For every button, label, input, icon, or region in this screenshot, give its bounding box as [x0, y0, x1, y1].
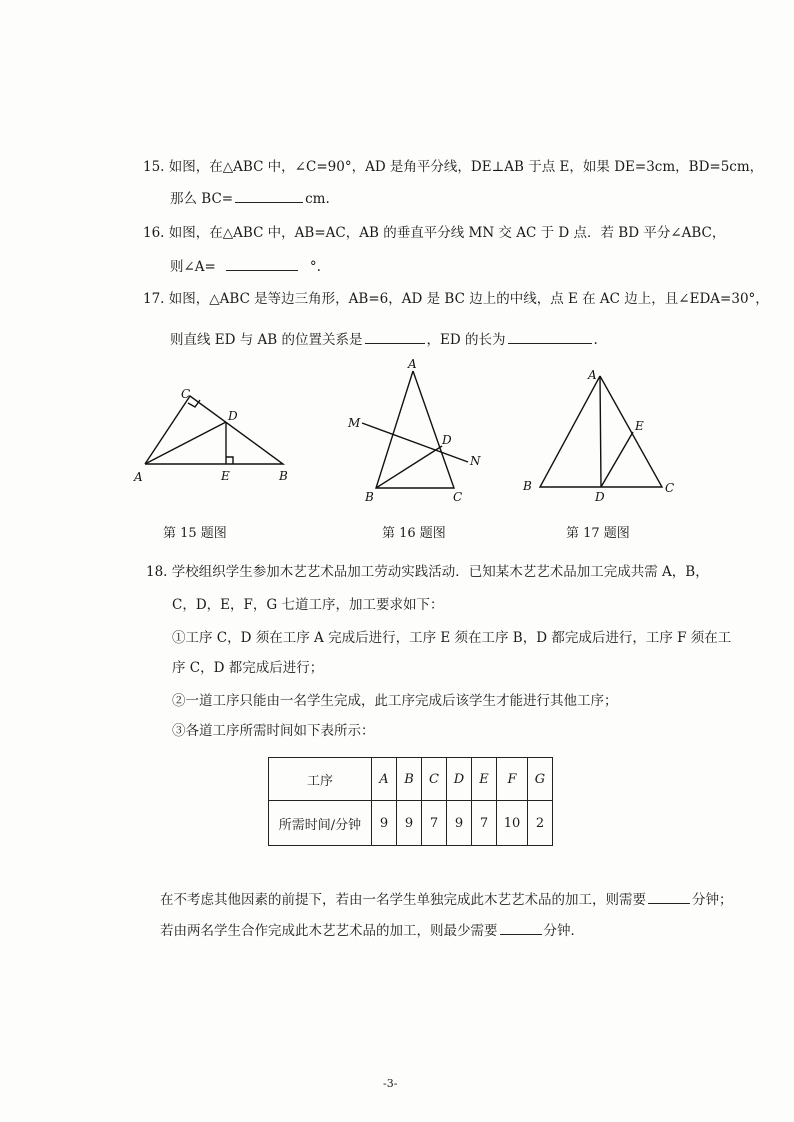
fig17-segment-ad: [600, 376, 601, 487]
q18-req2: ②一道工序只能由一名学生完成，此工序完成后该学生才能进行其他工序；: [172, 693, 618, 709]
q18-question-line1: [160, 889, 733, 909]
figure-17: [515, 362, 685, 511]
table-cell-proc-a: A: [372, 758, 397, 801]
fig15-right-angle-e: [226, 457, 233, 464]
q15-line2: [170, 188, 330, 208]
figure-15: [130, 380, 300, 494]
table-cell-time-g: 2: [528, 801, 553, 846]
q17-line1: 17. 如图，△ABC 是等边三角形，AB=6，AD 是 BC 边上的中线，点 E 在 AC 边上，且∠EDA=30°，: [143, 291, 769, 307]
figure-16: [340, 355, 490, 509]
fig17-label-c: C: [665, 481, 675, 495]
q16-line2: [170, 256, 321, 276]
fig15-label-e: E: [221, 469, 230, 483]
fig16-caption: 第 16 题图: [382, 526, 446, 541]
q17-line2-pre: 则直线 ED 与 AB 的位置关系是: [170, 332, 363, 348]
page-number: -3-: [383, 1077, 398, 1090]
q16-line2-pre: 则∠A=: [170, 259, 216, 275]
q18-answer-blank-2[interactable]: [500, 920, 542, 935]
fig15-label-d: D: [228, 409, 238, 423]
q18-line1: 18. 学校组织学生参加木艺艺术品加工劳动实践活动．已知某木艺艺术品加工完成共需 A，B，: [146, 564, 709, 580]
q18-question2-pre: 若由两名学生合作完成此木艺艺术品的加工，则最少需要: [160, 923, 498, 939]
fig16-line-mn: [362, 423, 468, 462]
fig15-segment-ad: [145, 422, 226, 464]
fig15-label-a: A: [134, 470, 143, 484]
q18-question2-post: 分钟．: [543, 923, 584, 939]
q18-question1-post: 分钟；: [692, 892, 733, 908]
table-cell-time-f: 10: [497, 801, 528, 846]
table-row-time: [269, 801, 553, 846]
fig16-label-b: B: [365, 490, 374, 504]
table-cell-time-c: 7: [422, 801, 447, 846]
q18-req1-line2: 序 C，D 都完成后进行；: [172, 660, 324, 676]
q15-line1: 15. 如图，在△ABC 中，∠C=90°，AD 是角平分线，DE⊥AB 于点 E，如果 DE=3cm，BD=5cm，: [143, 159, 764, 175]
table-cell-proc-b: B: [397, 758, 422, 801]
figure-15-svg: [130, 380, 300, 490]
process-time-table: [268, 757, 553, 846]
q17-line2-mid: ，ED 的长为: [426, 332, 506, 348]
fig15-label-c: C: [181, 387, 191, 401]
fig17-segment-de: [601, 432, 633, 487]
q18-line2: C，D，E，F，G 七道工序，加工要求如下：: [172, 597, 444, 613]
q15-answer-blank[interactable]: [235, 188, 303, 203]
fig17-label-d: D: [595, 490, 605, 504]
q18-question1-pre: 在不考虑其他因素的前提下，若由一名学生单独完成此木艺艺术品的加工，则需要: [160, 892, 646, 908]
table-header-process: 工序: [269, 758, 372, 801]
fig15-label-b: B: [279, 469, 288, 483]
q17-line2-post: .: [593, 332, 598, 348]
fig15-right-angle-c: [188, 400, 200, 407]
table-cell-proc-c: C: [422, 758, 447, 801]
fig16-label-a: A: [408, 357, 417, 371]
table-cell-proc-f: F: [497, 758, 528, 801]
q18-question-line2: [160, 920, 584, 940]
q15-line2-pre: 那么 BC=: [170, 191, 234, 207]
table-header-time: 所需时间/分钟: [269, 801, 372, 846]
fig16-label-c: C: [453, 490, 463, 504]
q18-req1-line1: ①工序 C，D 须在工序 A 完成后进行，工序 E 须在工序 B，D 都完成后进行，工序 F 须在工: [172, 630, 732, 646]
figure-17-svg: [515, 362, 685, 507]
table-cell-time-d: 9: [447, 801, 472, 846]
q17-line2: [170, 329, 598, 349]
fig17-caption: 第 17 题图: [566, 526, 630, 541]
q18-answer-blank-1[interactable]: [648, 889, 690, 904]
table-cell-proc-e: E: [472, 758, 497, 801]
q17-answer-blank-2[interactable]: [508, 329, 592, 344]
fig17-label-a: A: [588, 368, 597, 382]
fig16-label-n: N: [470, 454, 481, 468]
table-row-process: [269, 758, 553, 801]
fig16-label-m: M: [348, 416, 361, 430]
table-cell-time-a: 9: [372, 801, 397, 846]
table-cell-time-b: 9: [397, 801, 422, 846]
q16-line2-post: °.: [309, 259, 321, 275]
table-cell-proc-d: D: [447, 758, 472, 801]
fig17-label-e: E: [635, 419, 644, 433]
fig15-caption: 第 15 题图: [163, 526, 227, 541]
q16-answer-blank[interactable]: [226, 256, 298, 271]
figure-16-svg: [340, 355, 490, 505]
q15-line2-post: cm.: [305, 191, 330, 207]
table-cell-time-e: 7: [472, 801, 497, 846]
table-cell-proc-g: G: [528, 758, 553, 801]
fig16-segment-bd: [376, 446, 442, 488]
q16-line1: 16. 如图，在△ABC 中，AB=AC，AB 的垂直平分线 MN 交 AC 于 D 点．若 BD 平分∠ABC，: [143, 225, 726, 241]
fig16-triangle-abc: [376, 371, 454, 488]
q17-answer-blank-1[interactable]: [365, 329, 425, 344]
fig17-label-b: B: [523, 479, 532, 493]
fig16-label-d: D: [442, 433, 452, 447]
q18-req3: ③各道工序所需时间如下表所示：: [172, 723, 375, 739]
